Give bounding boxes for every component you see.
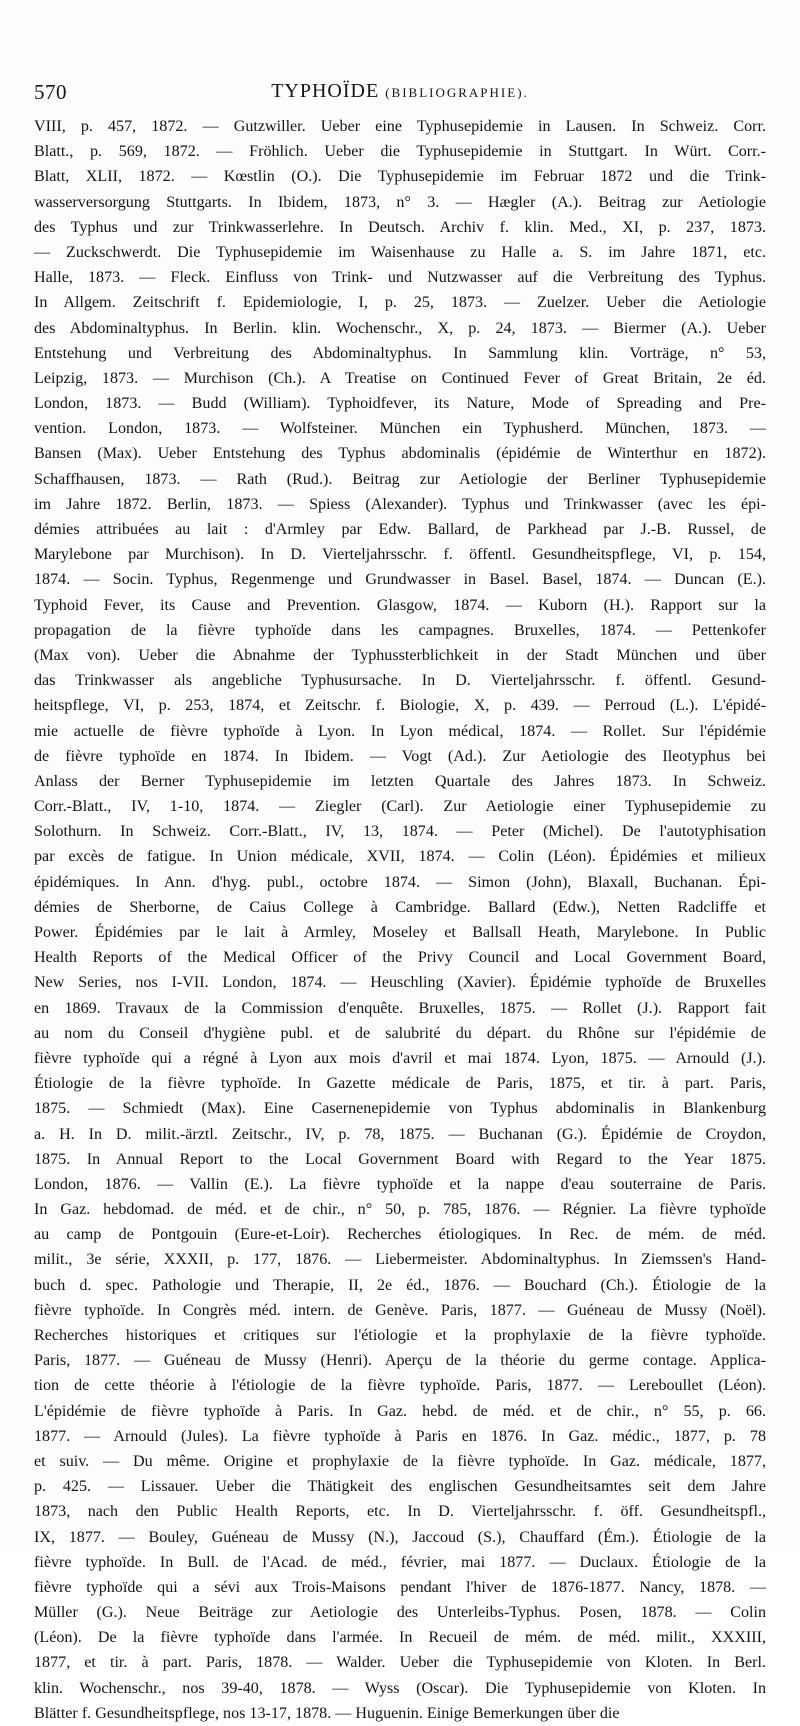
subtitle-text: (BIBLIOGRAPHIE). [385,85,529,100]
text-line: VIII, p. 457, 1872. — Gutzwiller. Ueber eine Typhusepidemie in Lausen. In Schweiz. Corr. [34,118,766,135]
text-line: Entstehung und Verbreitung des Abdominaltyphus. In Sammlung klin. Vorträge, n° 53, [34,344,766,362]
text-line: Blatt, XLII, 1872. — Kœstlin (O.). Die Typhusepidemie im Februar 1872 und die Trink- [34,168,766,186]
text-line: Leipzig, 1873. — Murchison (Ch.). A Treatise on Continued Fever of Great Britain, 2e éd. [34,369,766,387]
text-line: Bansen (Max). Ueber Entstehung des Typhus abdominalis (épidémie de Winterthur en 1872). [34,445,766,463]
text-line: tion de cette théorie à l'étiologie de la fièvre typhoïde. Paris, 1877. — Lereboullet (Léon). [34,1377,766,1395]
text-line: 1875. — Schmiedt (Max). Eine Casernenepidemie von Typhus abdominalis in Blankenburg [34,1100,766,1118]
text-line: Schaffhausen, 1873. — Rath (Rud.). Beitrag zur Aetiologie der Berliner Typhusepidemie [34,470,766,488]
text-line: Health Reports of the Medical Officer of the Privy Council and Local Government Board, [34,949,766,967]
text-line: au nom du Conseil d'hygiène publ. et de salubrité du départ. du Rhône sur l'épidémie de [34,1024,766,1042]
text-line: In Gaz. hebdomad. de méd. et de chir., n° 50, p. 785, 1876. — Régnier. La fièvre typhoïde [34,1201,766,1219]
text-line: Blatt., p. 569, 1872. — Fröhlich. Ueber die Typhusepidemie in Stuttgart. In Würt. Corr.- [34,143,766,161]
page-number: 570 [34,80,67,104]
text-line: IX, 1877. — Bouley, Guéneau de Mussy (N.), Jaccoud (S.), Chauffard (Ém.). Étiologie de la [34,1528,766,1546]
text-line: et suiv. — Du même. Origine et prophylaxie de la fièvre typhoïde. In Gaz. médicale, 1877, [34,1452,766,1470]
text-line: 1873, nach den Public Health Reports, etc. In D. Vierteljahrsschr. f. öff. Gesundheitspfl., [34,1503,766,1521]
text-line: heitspflege, VI, p. 253, 1874, et Zeitschr. f. Biologie, X, p. 439. — Perroud (L.). L'épidé- [34,697,766,715]
text-line: p. 425. — Lissauer. Ueber die Thätigkeit des englischen Gesundheitsamtes seit dem Jahre [34,1478,766,1496]
text-line: Étiologie de la fièvre typhoïde. In Gazette médicale de Paris, 1875, et tir. à part. Paris, [34,1075,766,1093]
text-line: — Zuckschwerdt. Die Typhusepidemie im Waisenhause zu Halle a. S. im Jahre 1871, etc. [34,243,766,261]
text-line: Solothurn. In Schweiz. Corr.-Blatt., IV, 13, 1874. — Peter (Michel). De l'autotyphisation [34,823,766,841]
running-title [34,80,766,103]
text-line: milit., 3e série, XXXII, p. 177, 1876. — Liebermeister. Abdominaltyphus. In Ziemssen's Hand- [34,1251,766,1269]
running-header [34,80,766,106]
text-line: de fièvre typhoïde en 1874. In Ibidem. — Vogt (Ad.). Zur Aetiologie des Ileotyphus bei [34,747,766,765]
text-line: démies de Sherborne, de Caius College à Cambridge. Ballard (Edw.), Netten Radcliffe et [34,898,766,916]
bibliography-text [34,114,766,1726]
text-line: New Series, nos I-VII. London, 1874. — Heuschling (Xavier). Épidémie typhoïde de Bruxelles [34,974,766,992]
text-line: klin. Wochenschr., nos 39-40, 1878. — Wyss (Oscar). Die Typhusepidemie von Kloten. In [34,1679,766,1697]
text-line: propagation de la fièvre typhoïde dans les campagnes. Bruxelles, 1874. — Pettenkofer [34,621,766,639]
text-line: wasserversorgung Stuttgarts. In Ibidem, 1873, n° 3. — Hægler (A.). Beitrag zur Aetiologie [34,193,766,211]
title-text: TYPHOÏDE [271,80,380,102]
text-line: Anlass der Berner Typhusepidemie im letzten Quartale des Jahres 1873. In Schweiz. [34,772,766,790]
text-line: vention. London, 1873. — Wolfsteiner. München ein Typhusherd. München, 1873. — [34,420,766,438]
text-line: en 1869. Travaux de la Commission d'enquête. Bruxelles, 1875. — Rollet (J.). Rapport fait [34,999,766,1017]
text-line: 1875. In Annual Report to the Local Government Board with Regard to the Year 1875. [34,1150,766,1168]
text-line: des Typhus und zur Trinkwasserlehre. In Deutsch. Archiv f. klin. Med., XI, p. 237, 1873. [34,218,766,236]
text-line: Marylebone par Murchison). In D. Vierteljahrsschr. f. öffentl. Gesundheitspflege, VI, p. 154, [34,546,766,564]
text-line: 1877, et tir. à part. Paris, 1878. — Walder. Ueber die Typhusepidemie von Kloten. In Berl. [34,1654,766,1672]
text-line: fièvre typhoïde qui a régné à Lyon aux mois d'avril et mai 1874. Lyon, 1875. — Arnould (J.). [34,1049,766,1067]
text-line: Recherches historiques et critiques sur l'étiologie et la prophylaxie de la fièvre typhoïde. [34,1327,766,1344]
text-line: par excès de fatigue. In Union médicale, XVII, 1874. — Colin (Léon). Épidémies et milieux [34,848,766,866]
text-line: épidémiques. In Ann. d'hyg. publ., octobre 1874. — Simon (John), Blaxall, Buchanan. Épi- [34,873,766,891]
text-line: buch d. spec. Pathologie und Therapie, II, 2e éd., 1876. — Bouchard (Ch.). Étiologie de la [34,1276,766,1294]
text-line: Müller (G.). Neue Beiträge zur Aetiologie des Unterleibs-Typhus. Posen, 1878. — Colin [34,1604,766,1622]
text-line: (Max von). Ueber die Abnahme der Typhussterblichkeit in der Stadt München und über [34,646,766,664]
text-line: Power. Épidémies par le lait à Armley, Moseley et Ballsall Heath, Marylebone. In Public [34,924,766,941]
text-line: Typhoid Fever, its Cause and Prevention. Glasgow, 1874. — Kuborn (H.). Rapport sur la [34,596,766,614]
text-line: Halle, 1873. — Fleck. Einfluss von Trink- und Nutzwasser auf die Verbreitung des Typhus. [34,269,766,287]
text-line: London, 1876. — Vallin (E.). La fièvre typhoïde et la nappe d'eau souterraine de Paris. [34,1175,766,1193]
text-line: fièvre typhoïde. In Congrès méd. intern. de Genève. Paris, 1877. — Guéneau de Mussy (Noël). [34,1301,766,1319]
text-line: im Jahre 1872. Berlin, 1873. — Spiess (Alexander). Typhus und Trinkwasser (avec les épi- [34,495,766,513]
text-line: démies attribuées au lait : d'Armley par Edw. Ballard, de Parkhead par J.-B. Russel, de [34,521,766,538]
text-line: Corr.-Blatt., IV, 1-10, 1874. — Ziegler (Carl). Zur Aetiologie einer Typhusepidemie zu [34,798,766,816]
text-line: Blätter f. Gesundheitspflege, nos 13-17, 1878. — Huguenin. Einige Bemerkungen über die [34,1704,620,1722]
text-line: In Allgem. Zeitschrift f. Epidemiologie, I, p. 25, 1873. — Zuelzer. Ueber die Aetiologie [34,294,766,312]
text-line: (Léon). De la fièvre typhoïde dans l'armée. In Recueil de mém. de méd. milit., XXXIII, [34,1629,766,1647]
text-line: a. H. In D. milit.-ärztl. Zeitschr., IV, p. 78, 1875. — Buchanan (G.). Épidémie de Croydon, [34,1125,766,1143]
text-line: Paris, 1877. — Guéneau de Mussy (Henri). Aperçu de la théorie du germe contage. Applica- [34,1352,766,1370]
text-line: au camp de Pontgouin (Eure-et-Loir). Recherches étiologiques. In Rec. de mém. de méd. [34,1226,766,1244]
text-line: das Trinkwasser als angebliche Typhusursache. In D. Vierteljahrsschr. f. öffentl. Gesund- [34,672,766,690]
text-line: mie actuelle de fièvre typhoïde à Lyon. In Lyon médical, 1874. — Rollet. Sur l'épidémie [34,722,766,740]
text-line: fièvre typhoïde. In Bull. de l'Acad. de méd., février, mai 1877. — Duclaux. Étiologie de la [34,1553,766,1571]
text-line: London, 1873. — Budd (William). Typhoidfever, its Nature, Mode of Spreading and Pre- [34,395,766,413]
text-line: fièvre typhoïde qui a sévi aux Trois-Maisons pendant l'hiver de 1876-1877. Nancy, 1878. — [34,1578,766,1596]
text-line: des Abdominaltyphus. In Berlin. klin. Wochenschr., X, p. 24, 1873. — Biermer (A.). Ueber [34,319,766,337]
text-line: L'épidémie de fièvre typhoïde à Paris. In Gaz. hebd. de méd. et de chir., n° 55, p. 66. [34,1402,766,1420]
text-line: 1874. — Socin. Typhus, Regenmenge und Grundwasser in Basel. Basel, 1874. — Duncan (E.). [34,571,766,589]
text-line: 1877. — Arnould (Jules). La fièvre typhoïde à Paris en 1876. In Gaz. médic., 1877, p. 78 [34,1427,766,1445]
